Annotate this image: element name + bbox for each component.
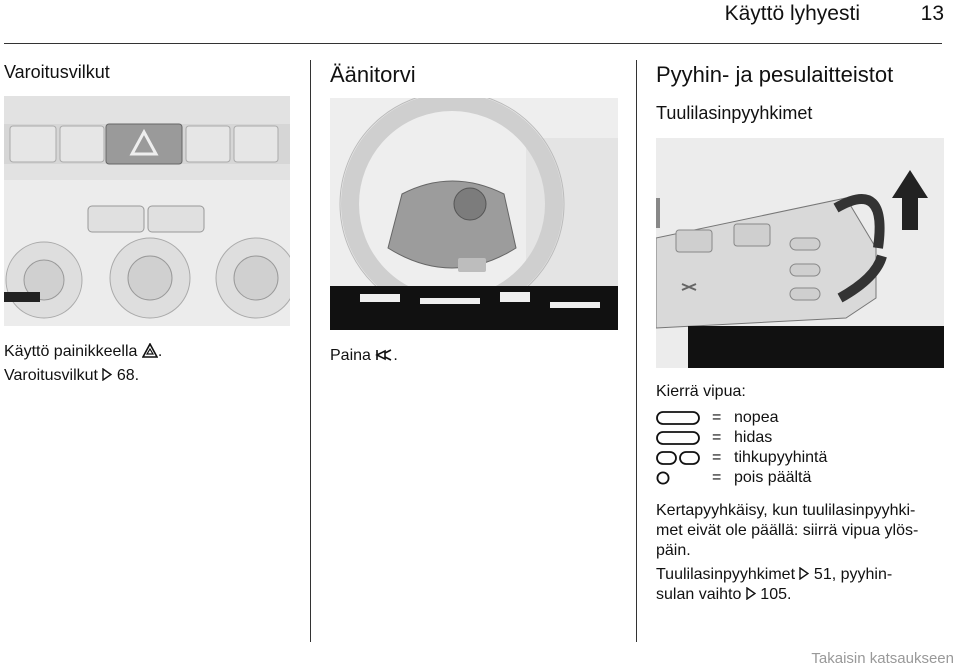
page-reference-arrow-icon (799, 567, 809, 580)
hazard-page-reference[interactable]: 68. (116, 367, 140, 384)
steering-wheel-figure (330, 98, 618, 330)
horn-icon (375, 348, 393, 362)
horn-caption: Paina . (330, 347, 398, 364)
column-divider-2 (636, 60, 637, 642)
rotate-lever-intro: Kierrä vipua: (656, 383, 746, 400)
slow-wipe-icon (656, 431, 700, 445)
page-number: 13 (920, 2, 944, 25)
page-reference-arrow-icon (746, 587, 756, 600)
hazard-triangle-icon (142, 343, 158, 358)
wiper-ref-line-1: Tuulilasinpyyhkimet 51, pyyhin- (656, 566, 893, 583)
off-icon (656, 471, 670, 485)
running-header-title: Käyttö lyhyesti (724, 2, 860, 25)
page-reference-arrow-icon (102, 368, 112, 381)
single-wipe-para-line-1: Kertapyyhkäisy, kun tuulilasinpyyhki- (656, 502, 916, 519)
hazard-switch-figure (4, 96, 290, 326)
interval-wipe-icon (656, 451, 700, 465)
fast-wipe-icon (656, 411, 700, 425)
header-divider (4, 43, 942, 44)
blade-change-page-reference[interactable]: 105. (760, 586, 792, 603)
hazard-caption-line-2: Varoitusvilkut 68. (4, 367, 140, 384)
wiper-ref-line-2: sulan vaihto 105. (656, 586, 792, 603)
horn-heading: Äänitorvi (330, 62, 416, 87)
single-wipe-para-line-3: päin. (656, 542, 691, 559)
wipers-heading: Pyyhin- ja pesulaitteistot (656, 62, 894, 87)
back-to-overview-link[interactable]: Takaisin katsaukseen (811, 650, 954, 667)
windscreen-wipers-subheading: Tuulilasinpyyhkimet (656, 103, 813, 123)
hazard-caption-line-1: Käyttö painikkeella . (4, 343, 163, 360)
single-wipe-para-line-2: met eivät ole päällä: siirrä vipua ylös- (656, 522, 919, 539)
hazard-lights-heading: Varoitusvilkut (4, 62, 110, 82)
column-divider-1 (310, 60, 311, 642)
wiper-lever-figure (656, 138, 944, 368)
wipers-page-reference[interactable]: 51, pyyhin- (813, 566, 893, 583)
